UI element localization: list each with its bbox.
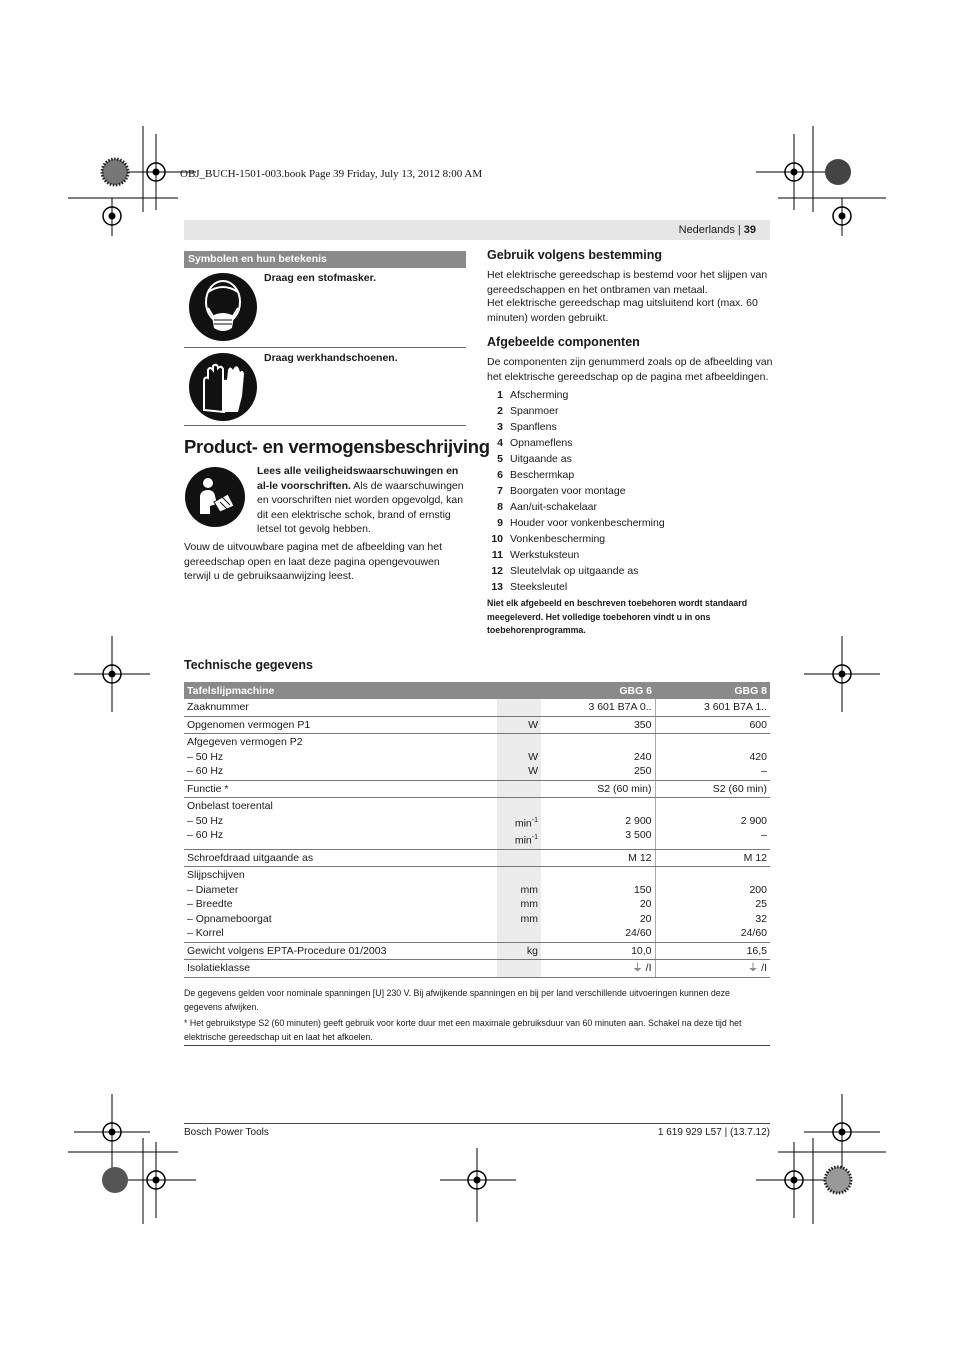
- cell-line: – 60 Hz: [187, 829, 224, 841]
- technical-data-heading: Technische gegevens: [184, 658, 313, 672]
- cell-line: S2 (60 min): [712, 782, 767, 795]
- spec-value-gbg6: [541, 942, 655, 960]
- list-item: 5 Uitgaande as: [497, 453, 572, 465]
- spec-value-gbg8: [655, 716, 770, 734]
- cell-line: $\min^{-1}$: [514, 816, 538, 829]
- cell-line: Afgegeven vermogen P2: [187, 736, 303, 748]
- symbol-label: Draag een stofmasker.: [264, 272, 377, 284]
- cell-line: ⏚ /I: [747, 962, 767, 974]
- spec-label: [184, 734, 497, 781]
- cell-line: Opgenomen vermogen P1: [187, 718, 311, 731]
- table-row: [184, 942, 770, 960]
- spec-unit: [497, 734, 541, 781]
- cell-line: – Diameter: [187, 883, 239, 896]
- cell-line: – Opnameboorgat: [187, 912, 272, 925]
- divider: [184, 425, 466, 426]
- list-item: 7 Boorgaten voor montage: [497, 485, 626, 497]
- cell-line: [500, 868, 538, 883]
- list-item: 1 Afscherming: [497, 389, 569, 401]
- cell-line: W: [528, 718, 538, 731]
- safety-notice-bold: Lees alle veiligheidswaarschuwingen en al-le voorschriften.: [257, 465, 459, 492]
- footnote-duty-cycle: * Het gebruikstype S2 (60 minuten) geeft gebruik voor korte duur met een maximale gebruiksduur van 60 minuten aan. Schakel na deze tijd het elektrische gereedschap uit en laat het afkoelen.: [184, 1018, 742, 1042]
- spec-unit: [497, 849, 541, 867]
- cell-line: mm: [520, 883, 538, 896]
- cell-line: 250: [633, 765, 652, 777]
- cell-line: 16,5: [746, 944, 767, 957]
- spec-value-gbg6: [541, 867, 655, 943]
- symbols-heading: Symbolen en hun betekenis: [184, 251, 466, 268]
- table-row: [184, 780, 770, 798]
- table-row: [184, 849, 770, 867]
- usage-heading: Gebruik volgens bestemming: [487, 248, 663, 262]
- spec-label: [184, 798, 497, 850]
- list-item: 6 Beschermkap: [497, 469, 575, 481]
- cell-line: 24/60: [625, 927, 652, 939]
- cell-line: 2 900: [625, 814, 652, 827]
- cell-line: – Korrel: [187, 927, 224, 939]
- cell-line: 20: [639, 912, 652, 925]
- cell-line: 32: [755, 912, 767, 925]
- cell-line: [659, 799, 768, 814]
- symbol-row-dust-mask: [184, 268, 466, 346]
- print-slug: OBJ_BUCH-1501-003.book Page 39 Friday, July 13, 2012 8:00 AM: [180, 168, 483, 180]
- cell-line: 420: [749, 750, 767, 763]
- cell-line: ⏚ /I: [632, 962, 652, 974]
- spec-value-gbg8: [655, 867, 770, 943]
- spec-unit: [497, 716, 541, 734]
- spec-label: [184, 942, 497, 960]
- cell-line: [544, 799, 652, 814]
- spec-value-gbg8: [655, 798, 770, 850]
- cell-line: [500, 782, 538, 797]
- cell-line: M 12: [628, 851, 652, 864]
- dust-mask-icon: [188, 272, 258, 342]
- spec-value-gbg8: [655, 699, 770, 716]
- spec-value-gbg6: [541, 716, 655, 734]
- spec-label: [184, 780, 497, 798]
- cell-line: [659, 868, 768, 883]
- spec-value-gbg6: [541, 734, 655, 781]
- cell-line: 3 601 B7A 1..: [703, 701, 767, 713]
- footer-rule: [184, 1123, 770, 1124]
- list-item: 11 Werkstuksteun: [491, 549, 580, 561]
- cell-line: S2 (60 min): [597, 782, 652, 795]
- cell-line: 10,0: [631, 944, 652, 957]
- cell-line: Schroefdraad uitgaande as: [187, 851, 314, 864]
- spec-unit: [497, 867, 541, 943]
- cell-line: Onbelast toerental: [187, 800, 273, 812]
- cell-line: W: [528, 765, 538, 777]
- footnote-voltage: De gegevens gelden voor nominale spanningen [U] 230 V. Bij afwijkende spanningen en bij per land verschillende uitvoeringen kunnen deze gegevens afwijken.: [184, 988, 730, 1012]
- cell-line: $\min^{-1}$: [514, 833, 538, 846]
- table-header-row: [184, 682, 770, 699]
- spec-label: [184, 960, 497, 978]
- cell-line: 600: [749, 718, 767, 731]
- cell-line: [544, 735, 652, 750]
- footer-doc-code: 1 619 929 L57 | (13.7.12): [657, 1127, 770, 1138]
- footer-brand: Bosch Power Tools: [184, 1127, 269, 1138]
- safety-notice: [257, 464, 469, 537]
- spec-value-gbg8: [655, 849, 770, 867]
- cell-line: mm: [520, 898, 538, 910]
- cell-line: 24/60: [740, 927, 767, 939]
- usage-paragraph-1: Het elektrische gereedschap is bestemd voor het slijpen van gereedschappen en het ontbramen van metaal.: [487, 269, 768, 296]
- accessories-note: Niet elk afgebeeld en beschreven toebehoren wordt standaard meegeleverd. Het volledige toebehoren vindt u in ons toebehorenprogramma.: [487, 598, 748, 635]
- spec-value-gbg6: [541, 699, 655, 716]
- table-row: [184, 960, 770, 978]
- cell-line: –: [761, 829, 767, 841]
- spec-value-gbg8: [655, 780, 770, 798]
- symbol-row-gloves: [184, 348, 466, 424]
- cell-line: mm: [520, 912, 538, 925]
- components-intro: De componenten zijn genummerd zoals op de afbeelding van het elektrische gereedschap op de pagina met afbeeldingen.: [487, 356, 773, 383]
- table-row: [184, 867, 770, 943]
- spec-value-gbg6: [541, 960, 655, 978]
- cell-line: – 50 Hz: [187, 814, 224, 827]
- cell-line: [500, 799, 538, 814]
- cell-line: Zaaknummer: [187, 701, 249, 713]
- cell-line: M 12: [743, 851, 767, 864]
- usage-paragraph-2: Het elektrische gereedschap mag uitsluitend kort (max. 60 minuten) worden gebruikt.: [487, 297, 758, 324]
- cell-line: 3 601 B7A 0..: [588, 701, 652, 713]
- read-manual-icon: [184, 466, 246, 528]
- table-row: [184, 699, 770, 716]
- table-header-gbg6: GBG 6: [541, 682, 655, 699]
- list-item: 9 Houder voor vonkenbescherming: [497, 517, 665, 529]
- cell-line: W: [528, 750, 538, 763]
- cell-line: – 50 Hz: [187, 750, 224, 763]
- fold-out-instruction: Vouw de uitvouwbare pagina met de afbeelding van het gereedschap open en laat deze pagina opengevouwen terwijl u de gebruiksaanwijzing leest.: [184, 541, 443, 582]
- cell-line: 350: [633, 718, 652, 731]
- spec-label: [184, 867, 497, 943]
- cell-line: kg: [526, 944, 538, 957]
- cell-line: Functie *: [187, 782, 229, 795]
- spec-unit: [497, 798, 541, 850]
- table-row: [184, 734, 770, 781]
- spec-label: [184, 849, 497, 867]
- spec-unit: [497, 960, 541, 978]
- spec-value-gbg6: [541, 849, 655, 867]
- spec-unit: [497, 942, 541, 960]
- table-row: [184, 716, 770, 734]
- cell-line: Isolatieklasse: [187, 962, 251, 974]
- cell-line: [659, 735, 768, 750]
- table-header-gbg8: GBG 8: [655, 682, 770, 699]
- safety-notice-text: Als de waarschuwingen en voorschriften niet worden opgevolgd, kan dit een elektrische schok, brand of ernstig letsel tot gevolg hebben.: [257, 479, 464, 535]
- cell-line: [500, 735, 538, 750]
- spec-unit: [497, 780, 541, 798]
- components-heading: Afgebeelde componenten: [487, 335, 640, 349]
- gloves-icon: [188, 352, 258, 422]
- list-item: 8 Aan/uit-schakelaar: [497, 501, 597, 513]
- cell-line: 2 900: [740, 814, 767, 827]
- section-title: Product- en vermogensbeschrijving: [184, 436, 490, 457]
- table-header-product: Tafelslijpmachine: [184, 682, 497, 699]
- spec-value-gbg8: [655, 960, 770, 978]
- cell-line: 20: [639, 898, 652, 910]
- cell-line: 3 500: [625, 829, 652, 841]
- spec-value-gbg6: [541, 780, 655, 798]
- table-end-rule: [184, 1045, 770, 1046]
- symbol-label: Draag werkhandschoenen.: [264, 352, 398, 364]
- list-item: 12 Sleutelvlak op uitgaande as: [491, 565, 639, 577]
- header-separator: |: [737, 224, 741, 236]
- cell-line: Slijpschijven: [187, 869, 245, 881]
- cell-line: – 60 Hz: [187, 765, 224, 777]
- cell-line: [500, 961, 538, 976]
- spec-label: [184, 716, 497, 734]
- spec-value-gbg8: [655, 942, 770, 960]
- list-item: 13 Steeksleutel: [491, 581, 568, 593]
- cell-line: [500, 926, 538, 941]
- cell-line: – Breedte: [187, 898, 233, 910]
- cell-line: [500, 700, 538, 715]
- cell-line: [500, 851, 538, 866]
- page-number: 39: [743, 224, 756, 236]
- cell-line: 200: [749, 883, 767, 896]
- cell-line: 25: [755, 898, 767, 910]
- cell-line: [544, 868, 652, 883]
- list-item: 2 Spanmoer: [497, 405, 559, 417]
- table-row: [184, 798, 770, 850]
- list-item: 10 Vonkenbescherming: [491, 533, 606, 545]
- cell-line: 150: [633, 883, 652, 896]
- list-item: 3 Spanflens: [497, 421, 557, 433]
- header-language: Nederlands: [678, 224, 735, 236]
- cell-line: 240: [633, 750, 652, 763]
- technical-data-table: [184, 682, 770, 978]
- cell-line: –: [761, 765, 767, 777]
- spec-value-gbg6: [541, 798, 655, 850]
- spec-value-gbg8: [655, 734, 770, 781]
- spec-unit: [497, 699, 541, 716]
- cell-line: Gewicht volgens EPTA-Procedure 01/2003: [187, 944, 387, 957]
- spec-label: [184, 699, 497, 716]
- list-item: 4 Opnameflens: [497, 437, 573, 449]
- page-header: [184, 220, 770, 240]
